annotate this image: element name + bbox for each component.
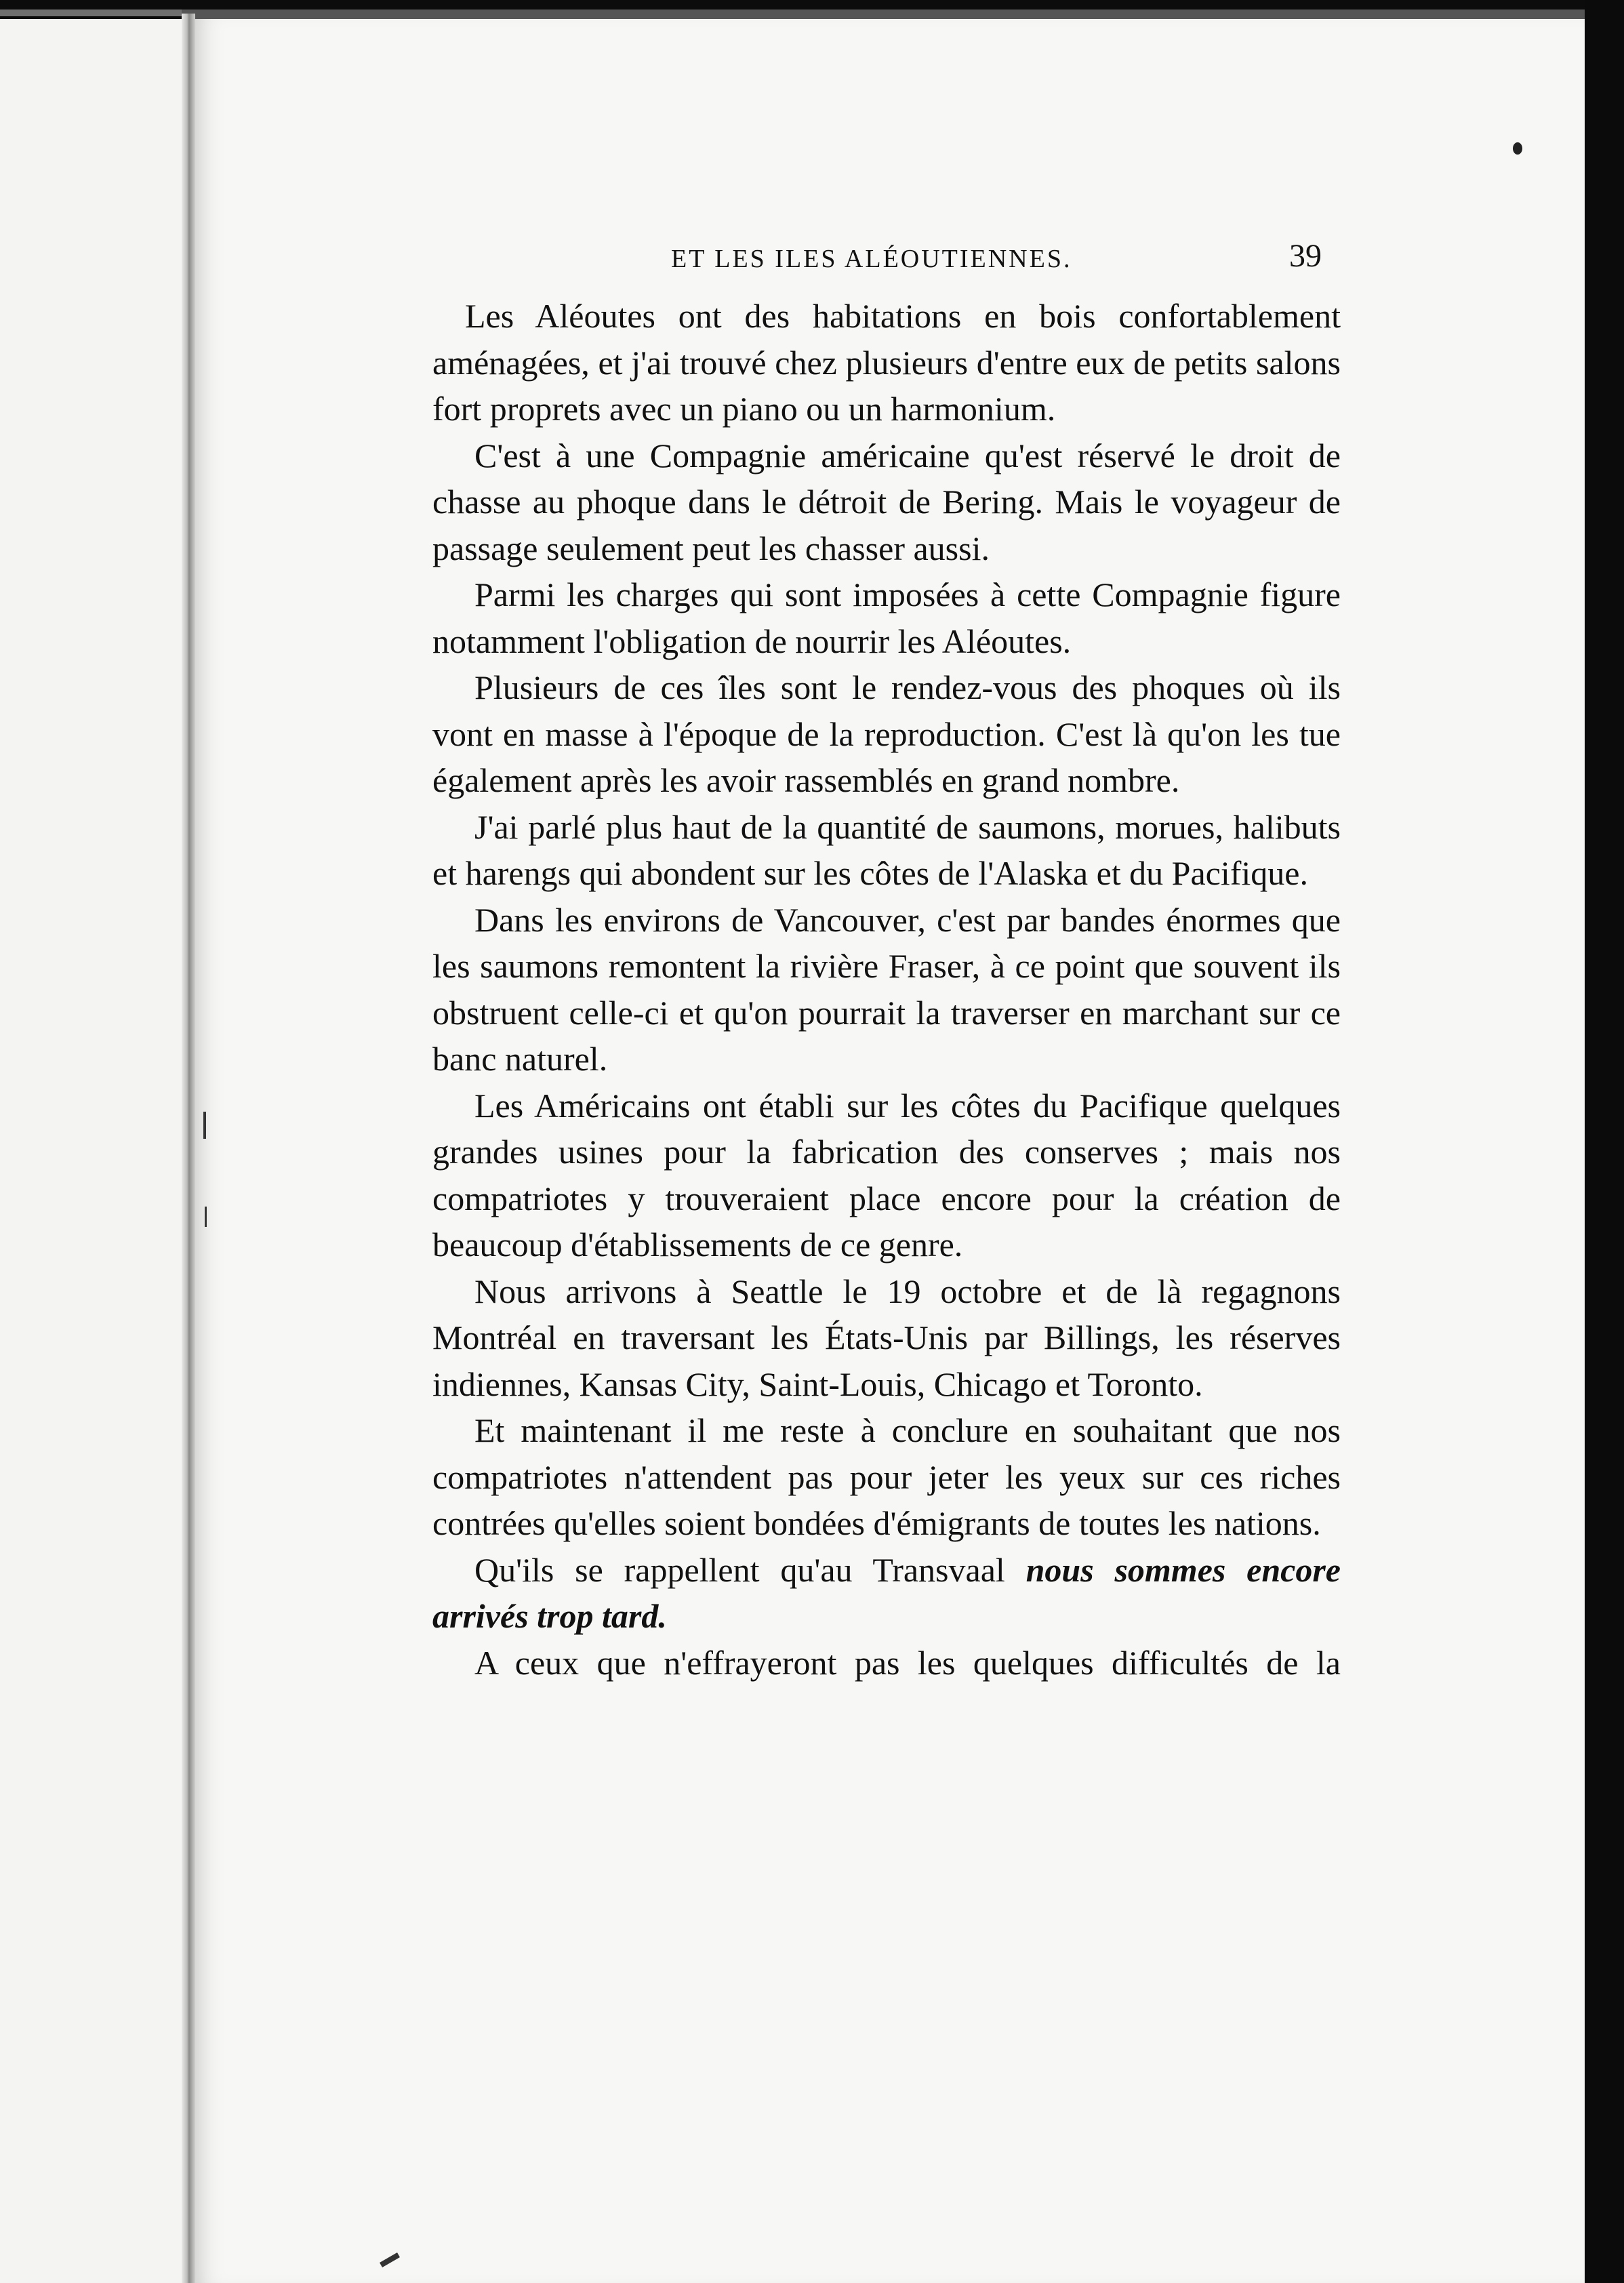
paragraph — [432, 1547, 1341, 1640]
facing-page-margin — [0, 19, 182, 2283]
running-head: ET LES ILES ALÉOUTIENNES. — [671, 245, 1072, 273]
paragraph: Plusieurs de ces îles sont le rendez-vous des phoques où ils vont en masse à l'époque de la reproduction. C'est là qu'on les tue également après les avoir rassemblés en grand nombre. — [432, 668, 1341, 799]
paragraph: C'est à une Compagnie américaine qu'est réservé le droit de chasse au phoque dans le détroit de Bering. Mais le voyageur de passage seulement peut les chasser aussi. — [432, 436, 1341, 567]
margin-speck — [205, 1207, 207, 1227]
body-text — [432, 293, 1341, 1686]
paragraph-continued: A ceux que n'effrayeront pas les quelques difficultés de la — [474, 1643, 1341, 1682]
paragraph: Dans les environs de Vancouver, c'est par bandes énormes que les saumons remontent la rivière Fraser, à ce point que souvent ils obstruent celle-ci et qu'on pourrait la traverser en marchant sur ce banc naturel. — [432, 900, 1341, 1078]
page-speck — [1513, 142, 1522, 155]
paragraph: Et maintenant il me reste à conclure en souhaitant que nos compatriotes n'attendent pas pour jeter les yeux sur ces riches contrées qu'elles soient bondées d'émigrants de toutes les nations. — [432, 1411, 1341, 1542]
paragraph: J'ai parlé plus haut de la quantité de saumons, morues, halibuts et harengs qui abondent sur les côtes de l'Alaska et du Pacifique. — [432, 807, 1341, 892]
italic-phrase: nous sommes encore arrivés trop tard. — [432, 1550, 1341, 1635]
scan-border — [1585, 0, 1624, 2283]
paragraph: Les Américains ont établi sur les côtes du Pacifique quelques grandes usines pour la fabrication des conserves ; mais nos compatriotes y trouveraient place encore pour la création de beaucoup d'établissements de ce genre. — [432, 1086, 1341, 1264]
top-edge — [182, 9, 1585, 19]
binding-fold — [182, 14, 195, 2283]
paragraph: Parmi les charges qui sont imposées à cette Compagnie figure notamment l'obligation de nourrir les Aléoutes. — [432, 575, 1341, 660]
margin-speck — [203, 1112, 206, 1139]
paragraph: Nous arrivons à Seattle le 19 octobre et de là regagnons Montréal en traversant les États-Unis par Billings, les réserves indiennes, Kansas City, Saint-Louis, Chicago et Toronto. — [432, 1272, 1341, 1403]
facing-page-rule — [0, 9, 183, 16]
paragraph-text: Qu'ils se rappellent qu'au Transvaal — [474, 1550, 1026, 1589]
page-number: 39 — [1289, 238, 1322, 274]
paragraph: Les Aléoutes ont des habitations en bois confortablement aménagées, et j'ai trouvé chez plusieurs d'entre eux de petits salons fort proprets avec un piano ou un harmonium. — [432, 297, 1341, 428]
